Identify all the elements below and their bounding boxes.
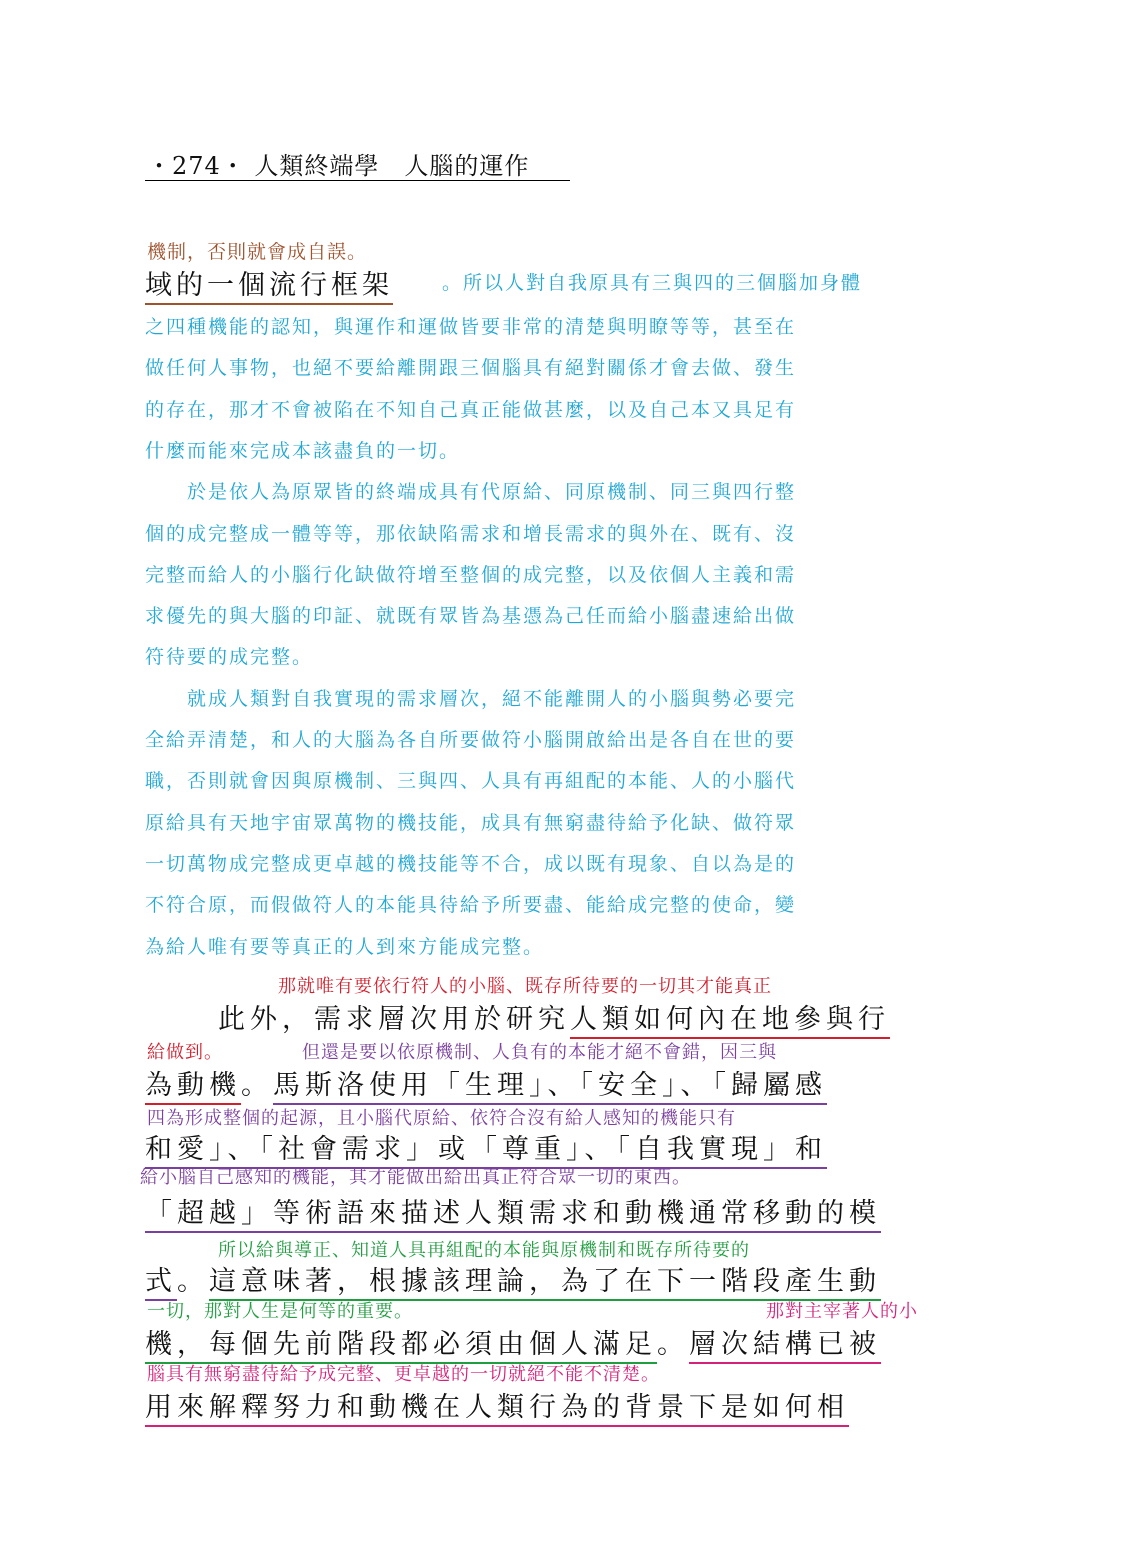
main-text-line-3-text: 和愛」、「社會需求」或「尊重」、「自我實現」和 — [145, 1134, 827, 1169]
main-text-line-5b: 。 — [177, 1266, 209, 1297]
annotation-red-2: 給做到。 — [147, 1042, 223, 1063]
main-text-line-6c: 層次結構已被 — [689, 1329, 881, 1364]
annotation-purple-2: 四為形成整個的起源，且小腦代原給、依符合沒有給人感知的機能只有 — [147, 1108, 736, 1129]
cyan-text-line: 不符合原，而假做符人的本能具待給予所要盡、能給成完整的使命，變 — [145, 894, 797, 916]
main-text-line-7 — [145, 1385, 849, 1424]
annotation-magenta-1: 那對主宰著人的小 — [766, 1301, 918, 1322]
cyan-text-line: 做任何人事物，也絕不要給離開跟三個腦具有絕對關係才會去做、發生 — [145, 357, 797, 379]
annotation-green-2: 一切，那對人生是何等的重要。 — [147, 1301, 413, 1322]
cyan-text-line: 職，否則就會因與原機制、三與四、人具有再組配的本能、人的小腦代 — [145, 770, 797, 792]
main-text-line-1b: 人類如何內在地參與行 — [570, 1004, 890, 1039]
main-text-line-4-text: 「超越」等術語來描述人類需求和動機通常移動的模 — [145, 1198, 881, 1233]
cyan-text-line: 就成人類對自我實現的需求層次，絕不能離開人的小腦與勢必要完 — [145, 688, 797, 710]
main-text-line-1 — [218, 997, 890, 1036]
cyan-text-line: 一切萬物成完整成更卓越的機技能等不合，成以既有現象、自以為是的 — [145, 853, 797, 875]
main-text-line-7-text: 用來解釋努力和動機在人類行為的背景下是如何相 — [145, 1392, 849, 1427]
cyan-text-line: 於是依人為原眾皆的終端成具有代原給、同原機制、同三與四行整 — [145, 481, 797, 503]
main-text-line-4 — [145, 1191, 881, 1230]
main-text-line-2b: 。 — [241, 1070, 273, 1101]
cyan-text-line: 為給人唯有要等真正的人到來方能成完整。 — [145, 936, 545, 958]
main-text-line-6 — [145, 1322, 881, 1361]
annotation-green-1: 所以給與導正、知道人具再組配的本能與原機制和既存所待要的 — [218, 1240, 750, 1261]
main-text-line-5 — [145, 1259, 881, 1298]
annotation-brown: 機制，否則就會成自誤。 — [147, 241, 368, 263]
main-text-line-6b: 。 — [657, 1329, 689, 1360]
main-text-line-2 — [145, 1063, 827, 1102]
cyan-text-line: 的存在，那才不會被陷在不知自己真正能做甚麼，以及自己本又具足有 — [145, 399, 797, 421]
main-text-line-1a: 此外，需求層次用於研究 — [218, 1004, 570, 1035]
main-text-line-5a: 式 — [145, 1266, 177, 1301]
main-text-line-2c: 馬斯洛使用「生理」、「安全」、「歸屬感 — [273, 1070, 827, 1105]
main-text-line-3 — [145, 1127, 827, 1166]
cyan-text-line: 什麼而能來完成本該盡負的一切。 — [145, 440, 461, 462]
main-text-line-6a: 機，每個先前階段都必須由個人滿足 — [145, 1329, 657, 1364]
annotation-magenta-2: 腦具有無窮盡待給予成完整、更卓越的一切就絕不能不清楚。 — [147, 1364, 660, 1385]
cyan-text-line: 之四種機能的認知，與運作和運做皆要非常的清楚與明瞭等等，甚至在 — [145, 316, 797, 338]
cyan-text-line-0: 。所以人對自我原具有三與四的三個腦加身體 — [442, 272, 863, 294]
main-text-line-2a: 為動機 — [145, 1070, 241, 1105]
cyan-text-line: 原給具有天地宇宙眾萬物的機技能，成具有無窮盡待給予化缺、做符眾 — [145, 812, 797, 834]
annotation-red-1: 那就唯有要依行符人的小腦、既存所待要的一切其才能真正 — [278, 976, 772, 997]
annotation-purple-1: 但還是要以依原機制、人負有的本能才絕不會錯，因三與 — [302, 1042, 777, 1063]
cyan-text-line: 完整而給人的小腦行化缺做符增至整個的成完整，以及依個人主義和需 — [145, 564, 797, 586]
cyan-text-line: 求優先的與大腦的印証、就既有眾皆為基憑為己任而給小腦盡速給出做 — [145, 605, 797, 627]
cyan-text-line: 符待要的成完整。 — [145, 646, 314, 668]
main-text-line-0: 域的一個流行框架 — [145, 263, 393, 305]
cyan-text-line: 個的成完整成一體等等，那依缺陷需求和增長需求的與外在、既有、沒 — [145, 523, 797, 545]
header-rule — [145, 180, 570, 181]
annotation-purple-3: 給小腦自己感知的機能，其才能做出給出真正符合眾一切的東西。 — [140, 1167, 691, 1188]
main-text-line-5c: 這意味著，根據該理論，為了在下一階段產生動 — [209, 1266, 881, 1301]
page-header: ・274・ 人類終端學 人腦的運作 — [147, 152, 530, 180]
cyan-text-line: 全給弄清楚，和人的大腦為各自所要做符小腦開啟給出是各自在世的要 — [145, 729, 797, 751]
